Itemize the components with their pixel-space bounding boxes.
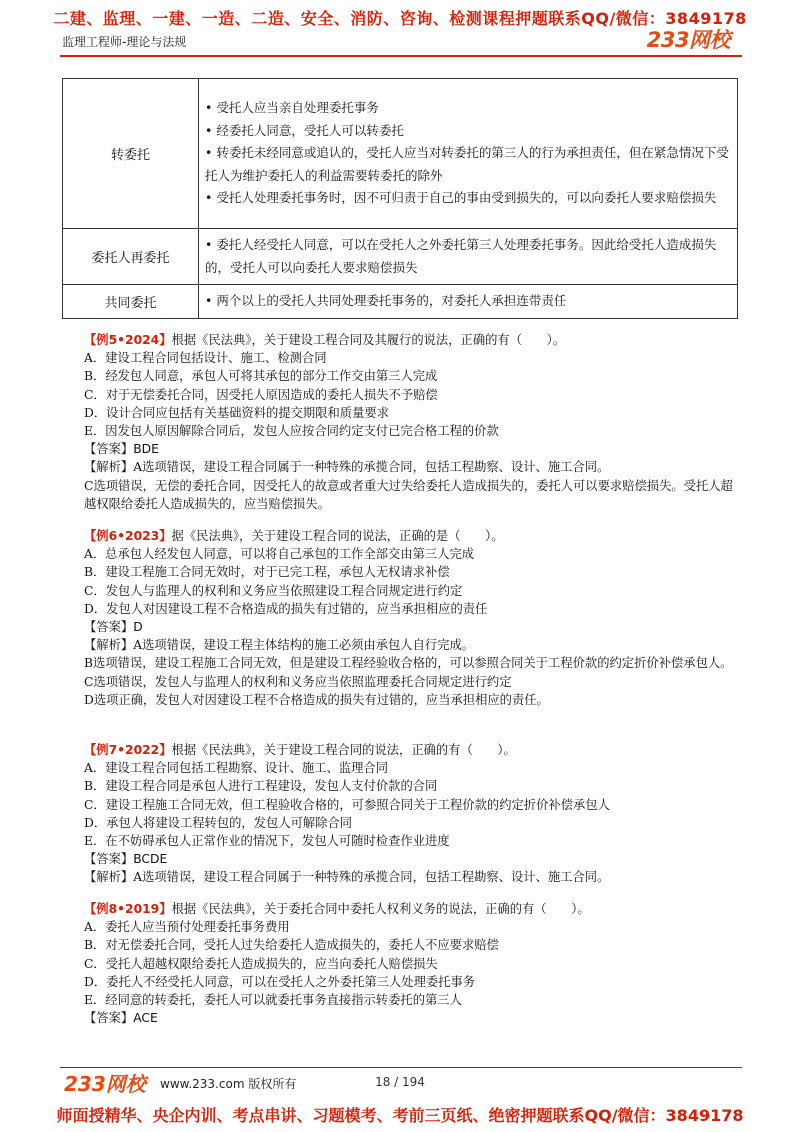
option-item: D．委托人不经受托人同意，可以在受托人之外委托第三人处理委托事务 [84,974,476,989]
answer-line [84,1009,744,1027]
question-block [84,900,744,1027]
question-tag: 【例7•2022】 [84,743,172,757]
answer-value: ACE [133,1011,158,1026]
header-divider [60,55,742,57]
question-stem-line [84,900,744,918]
table-row [63,229,738,285]
option-item: C．对于无偿委托合同，因受托人原因造成的委托人损失不予赔偿 [84,387,438,402]
document-title: 监理工程师-理论与法规 [62,35,187,49]
top-contact-banner: 二建、监理、一建、一造、二造、安全、消防、咨询、检测课程押题联系QQ/微信：3849178 [53,9,747,28]
analysis-line: 【解析】A选项错误，建设工程合同属于一种特殊的承揽合同，包括工程勘察、设计、施工合同。 [84,460,610,475]
question-tag: 【例8•2019】 [84,902,172,916]
answer-label: 【答案】 [84,442,134,457]
row-content [199,285,738,319]
answer-label: 【答案】 [84,852,134,867]
option-item: B．对无偿委托合同，受托人过失给委托人造成损失的，委托人不应要求赔偿 [84,938,499,953]
option-item: E．经同意的转委托，委托人可以就委托事务直接指示转委托的第三人 [84,993,462,1008]
question-stem: 根据《民法典》，关于建设工程合同及其履行的说法，正确的有（ ）。 [171,333,566,347]
bullet-item: • 两个以上的受托人共同处理委托事务的，对委托人承担连带责任 [205,293,567,309]
analysis-line: D选项正确，发包人对因建设工程不合格造成的损失有过错的，应当承担相应的责任。 [84,692,549,707]
answer-value: BCDE [133,852,168,867]
option-item: A．建设工程合同包括设计、施工、检测合同 [84,351,327,366]
option-item: B．经发包人同意，承包人可将其承包的部分工作交由第三人完成 [84,369,438,384]
answer-value: BDE [133,442,159,457]
option-item: C．受托人超越权限给委托人造成损失的，应当向委托人赔偿损失 [84,956,438,971]
footer-site-text: www.233.com 版权所有 [160,1077,297,1091]
answer-line [84,618,744,636]
row-content [199,79,738,229]
answer-line [84,440,744,458]
question-block [84,527,744,709]
option-item: A．总承包人经发包人同意，可以将自己承包的工作全部交由第三人完成 [84,547,475,562]
analysis-line: C选项错误，发包人与监理人的权利和义务应当依照监理委托合同规定进行约定 [84,674,512,689]
answer-label: 【答案】 [84,1011,134,1026]
row-label: 转委托 [63,79,199,229]
option-item: A．委托人应当预付处理委托事务费用 [84,920,290,935]
answer-label: 【答案】 [84,620,134,635]
table-row [63,285,738,319]
option-item: C．发包人与监理人的权利和义务应当依照建设工程合同规定进行约定 [84,583,463,598]
question-stem: 根据《民法典》，关于委托合同中委托人权利义务的说法，正确的有（ ）。 [171,902,590,916]
question-stem: 根据《民法典》，关于建设工程合同的说法，正确的有（ ）。 [171,743,516,757]
brand-logo: 233网校 [646,28,730,52]
analysis-line: B选项错误，建设工程施工合同无效，但是建设工程经验收合格的，可以参照合同关于工程价款的约定折价补偿承包人。 [84,656,733,671]
answer-line [84,850,744,868]
analysis-line: C选项错误，无偿的委托合同，因受托人的故意或者重大过失给委托人造成损失的，委托人可以要求赔偿损失。受托人超越权限给委托人造成损失的，应当赔偿损失。 [84,478,733,511]
option-item: D．承包人将建设工程转包的，发包人可解除合同 [84,815,353,830]
question-block [84,741,744,887]
question-tag: 【例5•2024】 [84,333,172,347]
option-item: B．建设工程施工合同无效时，对于已完工程，承包人无权请求补偿 [84,565,450,580]
delegation-table [62,78,738,319]
analysis-line: 【解析】A选项错误，建设工程合同属于一种特殊的承揽合同，包括工程勘察、设计、施工合同。 [84,870,610,885]
bullet-item: • 转委托未经同意或追认的，受托人应当对转委托的第三人的行为承担责任，但在紧急情况下受托人为维护委托人的利益需要转委托的除外 [205,145,729,183]
option-item: D．设计合同应包括有关基础资料的提交期限和质量要求 [84,405,389,420]
bullet-item: • 委托人经受托人同意，可以在受托人之外委托第三人处理委托事务。因此给受托人造成损失的，受托人可以向委托人要求赔偿损失 [205,237,717,275]
question-stem: 据《民法典》，关于建设工程合同的说法，正确的是（ ）。 [171,529,504,543]
question-block [84,331,744,513]
option-item: C．建设工程施工合同无效，但工程验收合格的，可参照合同关于工程价款的约定折价补偿承包人 [84,797,610,812]
bullet-item: • 经委托人同意，受托人可以转委托 [205,122,404,138]
answer-value: D [133,620,143,635]
question-tag: 【例6•2023】 [84,529,172,543]
row-content [199,229,738,285]
row-label: 共同委托 [63,285,199,319]
footer-divider [60,1067,742,1068]
bottom-contact-banner: 师面授精华、央企内训、考点串讲、习题模考、考前三页纸、绝密押题联系QQ/微信：3849178 [56,1106,744,1125]
page-number: 18 / 194 [375,1075,425,1089]
question-stem-line [84,741,744,759]
footer-logo: 233网校 [64,1072,146,1096]
option-item: E．在不妨碍承包人正常作业的情况下，发包人可随时检查作业进度 [84,834,450,849]
option-item: A．建设工程合同包括工程勘察、设计、施工、监理合同 [84,761,389,776]
option-item: B．建设工程合同是承包人进行工程建设，发包人支付价款的合同 [84,779,438,794]
bullet-item: • 受托人处理委托事务时，因不可归责于自己的事由受到损失的，可以向委托人要求赔偿损失 [205,190,717,206]
question-stem-line [84,527,744,545]
analysis-line: 【解析】A选项错误，建设工程主体结构的施工必须由承包人自行完成。 [84,638,475,653]
table-row [63,79,738,229]
bullet-item: • 受托人应当亲自处理委托事务 [205,100,379,116]
option-item: E．因发包人原因解除合同后，发包人应按合同约定支付已完合格工程的价款 [84,424,499,439]
question-stem-line [84,331,744,349]
row-label: 委托人再委托 [63,229,199,285]
option-item: D．发包人对因建设工程不合格造成的损失有过错的，应当承担相应的责任 [84,601,488,616]
